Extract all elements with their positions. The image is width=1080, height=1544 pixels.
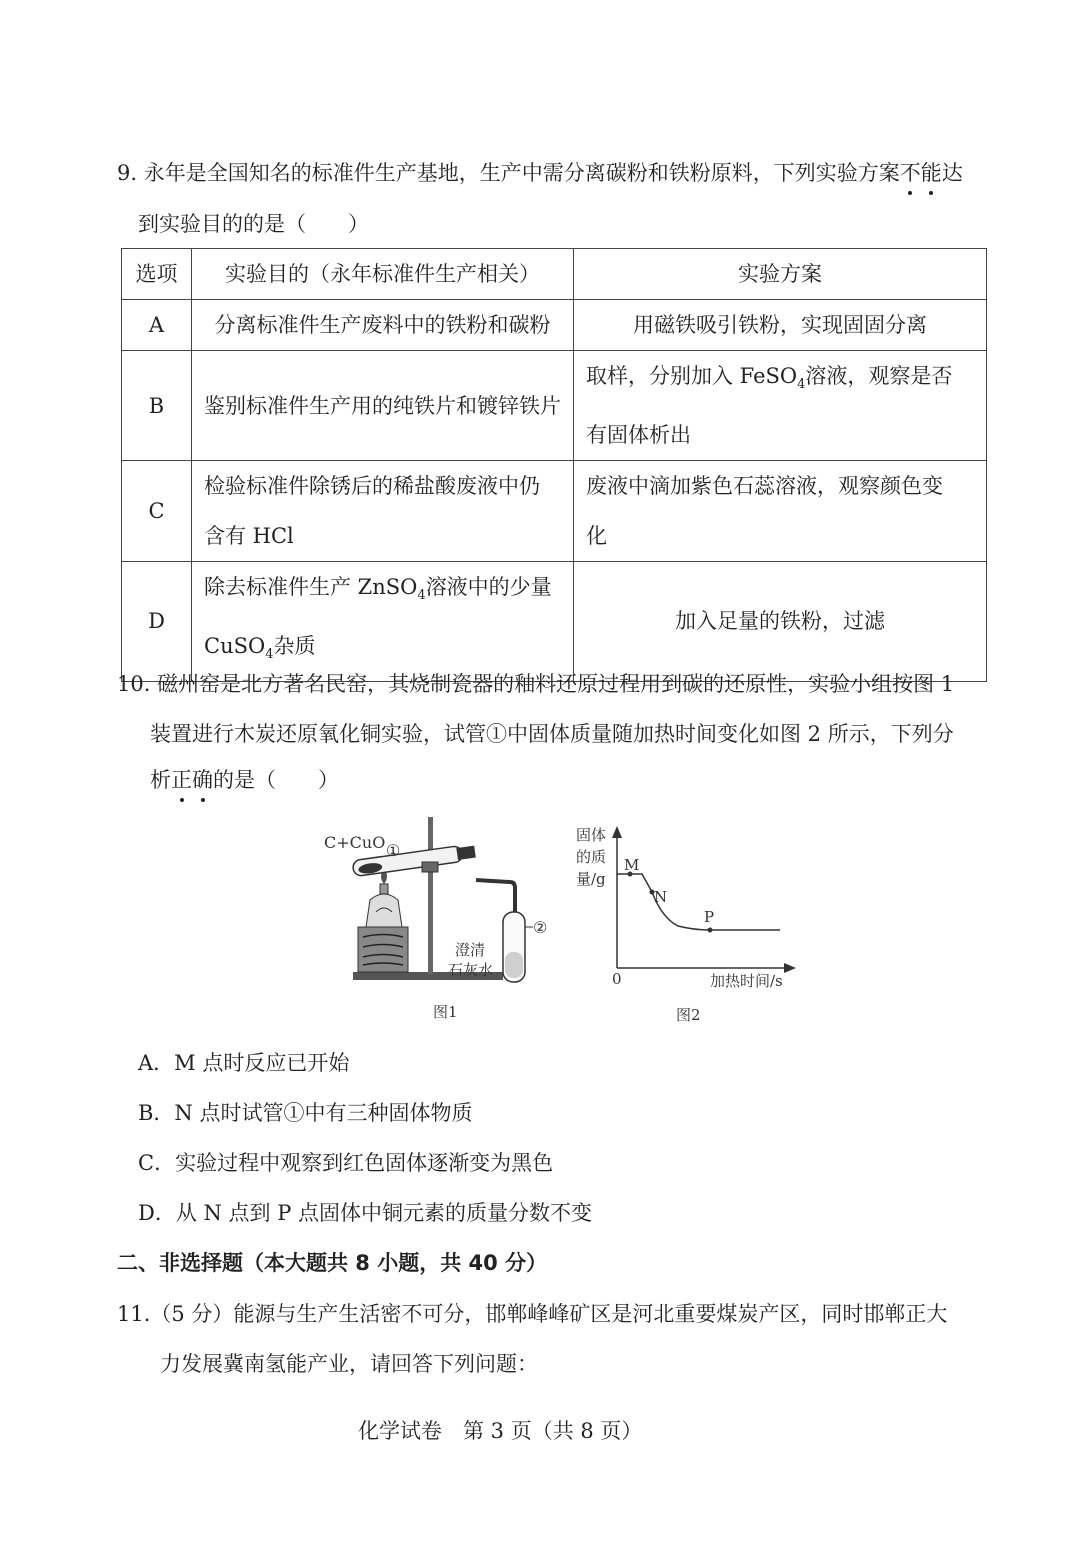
q10-line1: 10. 磁州窑是北方著名民窑，其烧制瓷器的釉料还原过程用到碳的还原性，实验小组按图 1 bbox=[117, 672, 955, 696]
xlabel: 加热时间/s bbox=[710, 972, 783, 990]
table-header-row bbox=[122, 249, 987, 300]
emphasis-char: 能 bbox=[921, 157, 942, 187]
row-option: D bbox=[122, 562, 192, 681]
page-footer: 化学试卷 第 3 页（共 8 页） bbox=[358, 1419, 643, 1443]
q10-line2: 装置进行木炭还原氧化铜实验，试管①中固体质量随加热时间变化如图 2 所示，下列分 bbox=[150, 722, 954, 746]
emphasis-char: 正 bbox=[171, 764, 192, 794]
row-plan: 用磁铁吸引铁粉，实现固固分离 bbox=[574, 300, 987, 351]
q10-option-a: A．M 点时反应已开始 bbox=[138, 1051, 350, 1075]
q10-option-d: D．从 N 点到 P 点固体中铜元素的质量分数不变 bbox=[138, 1201, 593, 1225]
row-purpose: 检验标准件除锈后的稀盐酸废液中仍 含有 HCl bbox=[192, 461, 574, 562]
q9-table bbox=[121, 248, 987, 682]
row-purpose: 分离标准件生产废料中的铁粉和碳粉 bbox=[192, 300, 574, 351]
q9-line1: 9. 永年是全国知名的标准件生产基地，生产中需分离碳粉和铁粉原料，下列实验方案不能达 bbox=[117, 157, 963, 187]
row-plan: 加入足量的铁粉，过滤 bbox=[574, 562, 987, 681]
row-purpose: 鉴别标准件生产用的纯铁片和镀锌铁片 bbox=[192, 351, 574, 461]
row-option: C bbox=[122, 461, 192, 562]
caption-fig1: 图1 bbox=[433, 1003, 458, 1021]
mass-curve bbox=[617, 874, 780, 930]
alcohol-lamp bbox=[366, 894, 402, 927]
figure2-mass-time-graph bbox=[570, 818, 810, 1028]
ylabel-1: 固体 bbox=[576, 826, 607, 844]
label-lime-2: 石灰水 bbox=[448, 961, 494, 979]
emphasis-char: 确 bbox=[192, 764, 213, 794]
q11-line2: 力发展冀南氢能产业，请回答下列问题： bbox=[160, 1352, 538, 1376]
label-tube1: ① bbox=[386, 841, 401, 860]
point-P bbox=[708, 928, 713, 933]
ylabel-2: 的质 bbox=[576, 848, 607, 866]
label-M: M bbox=[624, 856, 640, 874]
q10-line3: 析正确的是（ ） bbox=[150, 764, 339, 794]
caption-fig2: 图2 bbox=[676, 1006, 701, 1024]
table-row bbox=[122, 300, 987, 351]
q9-line2: 到实验目的的是（ ） bbox=[138, 212, 369, 236]
label-N: N bbox=[654, 888, 668, 906]
label-reactant: C+CuO bbox=[324, 833, 386, 852]
figure1-apparatus bbox=[318, 812, 568, 1027]
section-title: 二、非选择题（本大题共 8 小题，共 40 分） bbox=[117, 1251, 548, 1275]
q10-option-b: B．N 点时试管①中有三种固体物质 bbox=[138, 1101, 473, 1125]
row-plan: 取样，分别加入 FeSO$_4$溶液，观察是否 有固体析出 bbox=[574, 351, 987, 461]
row-option: A bbox=[122, 300, 192, 351]
table-row bbox=[122, 562, 987, 681]
q11-line1: 11.（5 分）能源与生产生活密不可分，邯郸峰峰矿区是河北重要煤炭产区，同时邯郸正大 bbox=[117, 1302, 948, 1326]
header-purpose: 实验目的（永年标准件生产相关） bbox=[192, 249, 574, 300]
ylabel-3: 量/g bbox=[576, 870, 606, 888]
header-option: 选项 bbox=[122, 249, 192, 300]
stand-rod bbox=[428, 817, 433, 974]
row-plan: 废液中滴加紫色石蕊溶液，观察颜色变 化 bbox=[574, 461, 987, 562]
row-option: B bbox=[122, 351, 192, 461]
label-P: P bbox=[704, 908, 715, 926]
table-row bbox=[122, 351, 987, 461]
q10-option-c: C．实验过程中观察到红色固体逐渐变为黑色 bbox=[138, 1151, 554, 1175]
table-row bbox=[122, 461, 987, 562]
emphasis-char: 不 bbox=[900, 157, 921, 187]
label-tube2: ② bbox=[533, 918, 548, 937]
row-purpose: 除去标准件生产 ZnSO$_4$溶液中的少量 CuSO$_4$杂质 bbox=[192, 562, 574, 681]
label-origin: 0 bbox=[612, 970, 622, 988]
header-plan: 实验方案 bbox=[574, 249, 987, 300]
label-lime-1: 澄清 bbox=[455, 941, 486, 959]
